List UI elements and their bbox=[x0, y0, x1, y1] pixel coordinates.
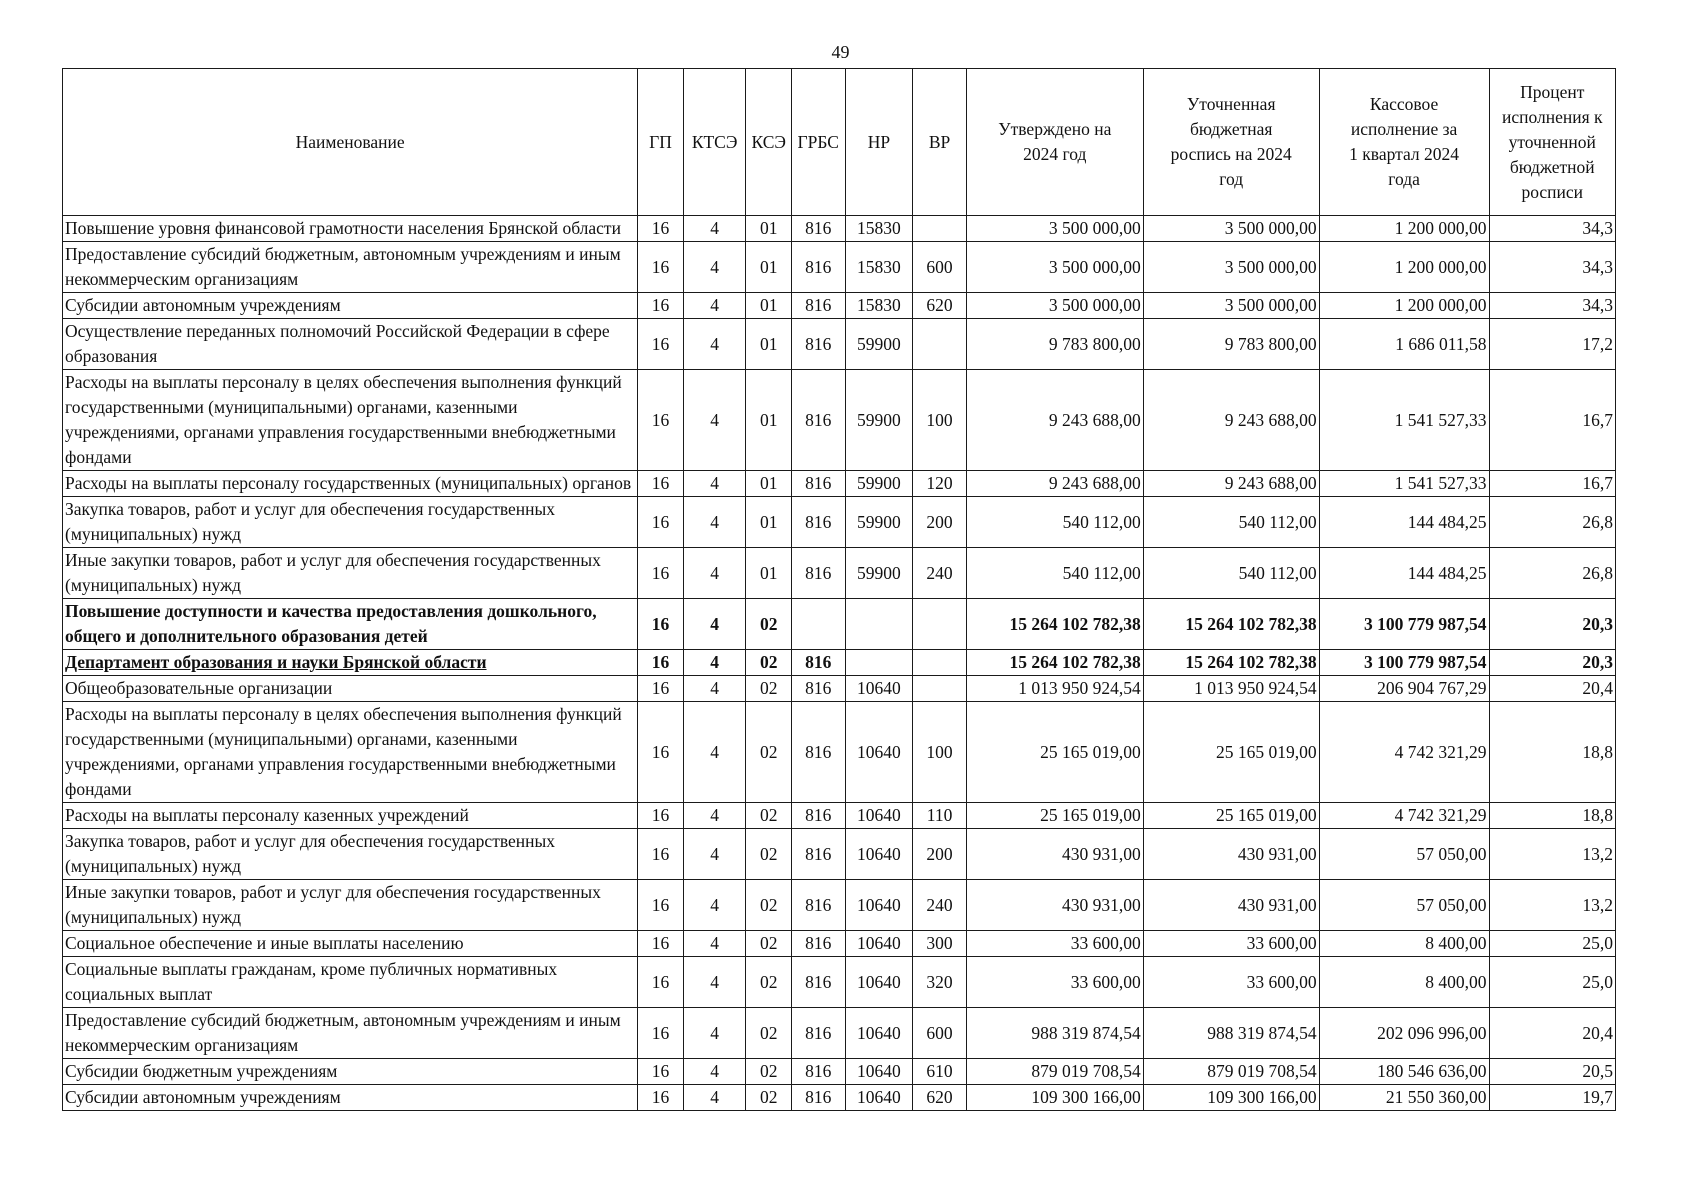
cell-refined: 540 112,00 bbox=[1143, 497, 1319, 548]
cell-vr bbox=[913, 676, 967, 702]
cell-approved: 9 243 688,00 bbox=[966, 370, 1143, 471]
cell-grbs: 816 bbox=[791, 829, 845, 880]
table-row bbox=[63, 216, 1616, 242]
header-name: Наименование bbox=[63, 69, 638, 216]
cell-refined: 3 500 000,00 bbox=[1143, 216, 1319, 242]
cell-percent: 20,4 bbox=[1489, 676, 1615, 702]
cell-name: Субсидии автономным учреждениям bbox=[63, 1085, 638, 1111]
cell-gp: 16 bbox=[638, 471, 683, 497]
cell-ktse: 4 bbox=[683, 599, 746, 650]
cell-nr: 10640 bbox=[845, 931, 913, 957]
cell-nr: 10640 bbox=[845, 829, 913, 880]
cell-kse: 02 bbox=[746, 599, 791, 650]
cell-grbs: 816 bbox=[791, 676, 845, 702]
cell-kse: 01 bbox=[746, 370, 791, 471]
cell-approved: 1 013 950 924,54 bbox=[966, 676, 1143, 702]
cell-kse: 02 bbox=[746, 650, 791, 676]
cell-refined: 25 165 019,00 bbox=[1143, 803, 1319, 829]
cell-kse: 02 bbox=[746, 829, 791, 880]
cell-percent: 20,3 bbox=[1489, 599, 1615, 650]
cell-percent: 20,4 bbox=[1489, 1008, 1615, 1059]
cell-vr: 100 bbox=[913, 702, 967, 803]
cell-name: Повышение доступности и качества предоставления дошкольного, общего и дополнительного образования детей bbox=[63, 599, 638, 650]
cell-name: Закупка товаров, работ и услуг для обеспечения государственных (муниципальных) нужд bbox=[63, 497, 638, 548]
cell-nr: 59900 bbox=[845, 471, 913, 497]
cell-name: Социальные выплаты гражданам, кроме публичных нормативных социальных выплат bbox=[63, 957, 638, 1008]
cell-grbs: 816 bbox=[791, 702, 845, 803]
cell-name: Иные закупки товаров, работ и услуг для обеспечения государственных (муниципальных) нужд bbox=[63, 880, 638, 931]
cell-name: Субсидии автономным учреждениям bbox=[63, 293, 638, 319]
table-row bbox=[63, 471, 1616, 497]
cell-approved: 3 500 000,00 bbox=[966, 216, 1143, 242]
header-grbs: ГРБС bbox=[791, 69, 845, 216]
cell-cash: 57 050,00 bbox=[1319, 829, 1489, 880]
cell-nr: 10640 bbox=[845, 1085, 913, 1111]
cell-cash: 3 100 779 987,54 bbox=[1319, 599, 1489, 650]
cell-vr: 610 bbox=[913, 1059, 967, 1085]
cell-grbs: 816 bbox=[791, 957, 845, 1008]
cell-vr: 200 bbox=[913, 497, 967, 548]
cell-name: Департамент образования и науки Брянской области bbox=[63, 650, 638, 676]
cell-grbs: 816 bbox=[791, 471, 845, 497]
cell-approved: 540 112,00 bbox=[966, 497, 1143, 548]
table-row bbox=[63, 548, 1616, 599]
cell-gp: 16 bbox=[638, 803, 683, 829]
header-kse: КСЭ bbox=[746, 69, 791, 216]
table-row bbox=[63, 702, 1616, 803]
table-row bbox=[63, 676, 1616, 702]
table-row bbox=[63, 1059, 1616, 1085]
cell-cash: 1 541 527,33 bbox=[1319, 471, 1489, 497]
cell-percent: 13,2 bbox=[1489, 880, 1615, 931]
cell-name: Предоставление субсидий бюджетным, автономным учреждениям и иным некоммерческим организациям bbox=[63, 242, 638, 293]
cell-ktse: 4 bbox=[683, 650, 746, 676]
table-row bbox=[63, 957, 1616, 1008]
cell-gp: 16 bbox=[638, 548, 683, 599]
cell-percent: 16,7 bbox=[1489, 370, 1615, 471]
cell-refined: 988 319 874,54 bbox=[1143, 1008, 1319, 1059]
cell-refined: 15 264 102 782,38 bbox=[1143, 599, 1319, 650]
table-row bbox=[63, 1008, 1616, 1059]
cell-refined: 540 112,00 bbox=[1143, 548, 1319, 599]
table-row bbox=[63, 803, 1616, 829]
cell-refined: 9 783 800,00 bbox=[1143, 319, 1319, 370]
budget-table bbox=[62, 68, 1616, 1111]
cell-percent: 34,3 bbox=[1489, 242, 1615, 293]
table-row bbox=[63, 1085, 1616, 1111]
cell-refined: 1 013 950 924,54 bbox=[1143, 676, 1319, 702]
cell-gp: 16 bbox=[638, 1085, 683, 1111]
cell-vr: 300 bbox=[913, 931, 967, 957]
cell-cash: 180 546 636,00 bbox=[1319, 1059, 1489, 1085]
cell-vr bbox=[913, 319, 967, 370]
cell-grbs: 816 bbox=[791, 242, 845, 293]
cell-vr bbox=[913, 650, 967, 676]
cell-refined: 3 500 000,00 bbox=[1143, 293, 1319, 319]
cell-grbs: 816 bbox=[791, 803, 845, 829]
table-row bbox=[63, 650, 1616, 676]
cell-percent: 20,5 bbox=[1489, 1059, 1615, 1085]
cell-grbs: 816 bbox=[791, 319, 845, 370]
cell-approved: 15 264 102 782,38 bbox=[966, 599, 1143, 650]
cell-kse: 02 bbox=[746, 1085, 791, 1111]
cell-percent: 26,8 bbox=[1489, 548, 1615, 599]
cell-nr: 10640 bbox=[845, 1008, 913, 1059]
cell-ktse: 4 bbox=[683, 242, 746, 293]
cell-refined: 430 931,00 bbox=[1143, 880, 1319, 931]
cell-gp: 16 bbox=[638, 931, 683, 957]
cell-vr: 200 bbox=[913, 829, 967, 880]
table-row bbox=[63, 319, 1616, 370]
cell-refined: 25 165 019,00 bbox=[1143, 702, 1319, 803]
cell-name: Субсидии бюджетным учреждениям bbox=[63, 1059, 638, 1085]
cell-gp: 16 bbox=[638, 216, 683, 242]
cell-vr: 600 bbox=[913, 242, 967, 293]
cell-name: Общеобразовательные организации bbox=[63, 676, 638, 702]
cell-approved: 25 165 019,00 bbox=[966, 803, 1143, 829]
cell-kse: 01 bbox=[746, 471, 791, 497]
cell-ktse: 4 bbox=[683, 880, 746, 931]
cell-refined: 879 019 708,54 bbox=[1143, 1059, 1319, 1085]
cell-percent: 34,3 bbox=[1489, 216, 1615, 242]
cell-grbs: 816 bbox=[791, 497, 845, 548]
cell-ktse: 4 bbox=[683, 471, 746, 497]
cell-kse: 01 bbox=[746, 293, 791, 319]
table-row bbox=[63, 293, 1616, 319]
cell-nr: 15830 bbox=[845, 216, 913, 242]
cell-cash: 1 686 011,58 bbox=[1319, 319, 1489, 370]
table-row bbox=[63, 829, 1616, 880]
cell-cash: 1 200 000,00 bbox=[1319, 242, 1489, 293]
cell-approved: 988 319 874,54 bbox=[966, 1008, 1143, 1059]
cell-percent: 25,0 bbox=[1489, 957, 1615, 1008]
cell-percent: 19,7 bbox=[1489, 1085, 1615, 1111]
cell-refined: 9 243 688,00 bbox=[1143, 370, 1319, 471]
cell-gp: 16 bbox=[638, 497, 683, 548]
cell-nr: 59900 bbox=[845, 370, 913, 471]
cell-grbs bbox=[791, 599, 845, 650]
cell-name: Повышение уровня финансовой грамотности населения Брянской области bbox=[63, 216, 638, 242]
header-refined: Уточненная бюджетная роспись на 2024 год bbox=[1143, 69, 1319, 216]
cell-percent: 26,8 bbox=[1489, 497, 1615, 548]
cell-gp: 16 bbox=[638, 650, 683, 676]
cell-nr: 10640 bbox=[845, 957, 913, 1008]
cell-nr bbox=[845, 650, 913, 676]
cell-approved: 33 600,00 bbox=[966, 931, 1143, 957]
cell-grbs: 816 bbox=[791, 1085, 845, 1111]
cell-nr: 10640 bbox=[845, 803, 913, 829]
cell-ktse: 4 bbox=[683, 1059, 746, 1085]
cell-gp: 16 bbox=[638, 370, 683, 471]
cell-grbs: 816 bbox=[791, 293, 845, 319]
cell-grbs: 816 bbox=[791, 650, 845, 676]
cell-approved: 879 019 708,54 bbox=[966, 1059, 1143, 1085]
cell-vr: 240 bbox=[913, 548, 967, 599]
cell-cash: 202 096 996,00 bbox=[1319, 1008, 1489, 1059]
cell-approved: 430 931,00 bbox=[966, 829, 1143, 880]
cell-nr: 10640 bbox=[845, 1059, 913, 1085]
cell-gp: 16 bbox=[638, 702, 683, 803]
cell-grbs: 816 bbox=[791, 931, 845, 957]
header-cash: Кассовое исполнение за 1 квартал 2024 года bbox=[1319, 69, 1489, 216]
cell-kse: 01 bbox=[746, 216, 791, 242]
header-ktse: КТСЭ bbox=[683, 69, 746, 216]
cell-vr: 600 bbox=[913, 1008, 967, 1059]
table-row bbox=[63, 599, 1616, 650]
cell-name: Расходы на выплаты персоналу в целях обеспечения выполнения функций государственными (муниципальными) органами, казенными учреждениями, органами управления государственными внебюджетными фондами bbox=[63, 702, 638, 803]
cell-cash: 1 200 000,00 bbox=[1319, 216, 1489, 242]
cell-gp: 16 bbox=[638, 599, 683, 650]
table-row bbox=[63, 880, 1616, 931]
cell-vr bbox=[913, 599, 967, 650]
table-header-row bbox=[63, 69, 1616, 216]
cell-ktse: 4 bbox=[683, 216, 746, 242]
cell-approved: 3 500 000,00 bbox=[966, 293, 1143, 319]
cell-vr: 620 bbox=[913, 293, 967, 319]
header-approved: Утверждено на 2024 год bbox=[966, 69, 1143, 216]
table-row bbox=[63, 242, 1616, 293]
cell-kse: 02 bbox=[746, 957, 791, 1008]
cell-cash: 3 100 779 987,54 bbox=[1319, 650, 1489, 676]
cell-ktse: 4 bbox=[683, 1085, 746, 1111]
cell-gp: 16 bbox=[638, 829, 683, 880]
cell-cash: 21 550 360,00 bbox=[1319, 1085, 1489, 1111]
cell-grbs: 816 bbox=[791, 1059, 845, 1085]
cell-cash: 8 400,00 bbox=[1319, 931, 1489, 957]
cell-kse: 02 bbox=[746, 702, 791, 803]
cell-gp: 16 bbox=[638, 1059, 683, 1085]
cell-cash: 1 200 000,00 bbox=[1319, 293, 1489, 319]
cell-ktse: 4 bbox=[683, 829, 746, 880]
cell-gp: 16 bbox=[638, 242, 683, 293]
cell-kse: 02 bbox=[746, 803, 791, 829]
cell-refined: 15 264 102 782,38 bbox=[1143, 650, 1319, 676]
cell-gp: 16 bbox=[638, 293, 683, 319]
cell-ktse: 4 bbox=[683, 803, 746, 829]
cell-ktse: 4 bbox=[683, 370, 746, 471]
cell-kse: 02 bbox=[746, 676, 791, 702]
cell-name: Расходы на выплаты персоналу казенных учреждений bbox=[63, 803, 638, 829]
cell-ktse: 4 bbox=[683, 548, 746, 599]
cell-percent: 18,8 bbox=[1489, 702, 1615, 803]
cell-percent: 25,0 bbox=[1489, 931, 1615, 957]
cell-percent: 17,2 bbox=[1489, 319, 1615, 370]
cell-gp: 16 bbox=[638, 880, 683, 931]
cell-vr: 320 bbox=[913, 957, 967, 1008]
cell-vr: 120 bbox=[913, 471, 967, 497]
cell-gp: 16 bbox=[638, 319, 683, 370]
cell-approved: 109 300 166,00 bbox=[966, 1085, 1143, 1111]
cell-refined: 33 600,00 bbox=[1143, 957, 1319, 1008]
cell-kse: 02 bbox=[746, 1059, 791, 1085]
cell-kse: 01 bbox=[746, 319, 791, 370]
cell-approved: 3 500 000,00 bbox=[966, 242, 1143, 293]
cell-approved: 15 264 102 782,38 bbox=[966, 650, 1143, 676]
cell-grbs: 816 bbox=[791, 880, 845, 931]
cell-percent: 18,8 bbox=[1489, 803, 1615, 829]
cell-refined: 9 243 688,00 bbox=[1143, 471, 1319, 497]
cell-ktse: 4 bbox=[683, 957, 746, 1008]
cell-cash: 206 904 767,29 bbox=[1319, 676, 1489, 702]
table-row bbox=[63, 497, 1616, 548]
cell-name: Расходы на выплаты персоналу в целях обеспечения выполнения функций государственными (муниципальными) органами, казенными учреждениями, органами управления государственными внебюджетными фондами bbox=[63, 370, 638, 471]
cell-ktse: 4 bbox=[683, 497, 746, 548]
table-body bbox=[63, 216, 1616, 1111]
cell-nr: 15830 bbox=[845, 242, 913, 293]
cell-percent: 13,2 bbox=[1489, 829, 1615, 880]
cell-cash: 4 742 321,29 bbox=[1319, 702, 1489, 803]
cell-approved: 9 243 688,00 bbox=[966, 471, 1143, 497]
cell-ktse: 4 bbox=[683, 931, 746, 957]
page-number: 49 bbox=[831, 42, 850, 62]
cell-cash: 144 484,25 bbox=[1319, 497, 1489, 548]
cell-vr: 100 bbox=[913, 370, 967, 471]
cell-gp: 16 bbox=[638, 957, 683, 1008]
cell-ktse: 4 bbox=[683, 293, 746, 319]
cell-vr: 240 bbox=[913, 880, 967, 931]
cell-percent: 20,3 bbox=[1489, 650, 1615, 676]
cell-nr: 59900 bbox=[845, 497, 913, 548]
cell-refined: 109 300 166,00 bbox=[1143, 1085, 1319, 1111]
cell-cash: 144 484,25 bbox=[1319, 548, 1489, 599]
cell-name: Иные закупки товаров, работ и услуг для обеспечения государственных (муниципальных) нужд bbox=[63, 548, 638, 599]
cell-vr bbox=[913, 216, 967, 242]
cell-grbs: 816 bbox=[791, 370, 845, 471]
table-row bbox=[63, 370, 1616, 471]
cell-ktse: 4 bbox=[683, 319, 746, 370]
cell-kse: 01 bbox=[746, 548, 791, 599]
cell-cash: 8 400,00 bbox=[1319, 957, 1489, 1008]
cell-percent: 16,7 bbox=[1489, 471, 1615, 497]
cell-approved: 9 783 800,00 bbox=[966, 319, 1143, 370]
cell-ktse: 4 bbox=[683, 676, 746, 702]
cell-kse: 01 bbox=[746, 242, 791, 293]
cell-nr: 10640 bbox=[845, 880, 913, 931]
cell-gp: 16 bbox=[638, 676, 683, 702]
cell-name: Социальное обеспечение и иные выплаты населению bbox=[63, 931, 638, 957]
cell-kse: 02 bbox=[746, 1008, 791, 1059]
header-nr: НР bbox=[845, 69, 913, 216]
cell-approved: 430 931,00 bbox=[966, 880, 1143, 931]
cell-name: Осуществление переданных полномочий Российской Федерации в сфере образования bbox=[63, 319, 638, 370]
cell-refined: 3 500 000,00 bbox=[1143, 242, 1319, 293]
cell-grbs: 816 bbox=[791, 216, 845, 242]
cell-kse: 02 bbox=[746, 880, 791, 931]
cell-approved: 540 112,00 bbox=[966, 548, 1143, 599]
cell-vr: 620 bbox=[913, 1085, 967, 1111]
header-gp: ГП bbox=[638, 69, 683, 216]
header-vr: ВР bbox=[913, 69, 967, 216]
cell-kse: 01 bbox=[746, 497, 791, 548]
cell-refined: 430 931,00 bbox=[1143, 829, 1319, 880]
cell-nr: 10640 bbox=[845, 702, 913, 803]
cell-nr: 10640 bbox=[845, 676, 913, 702]
cell-percent: 34,3 bbox=[1489, 293, 1615, 319]
cell-name: Закупка товаров, работ и услуг для обеспечения государственных (муниципальных) нужд bbox=[63, 829, 638, 880]
cell-gp: 16 bbox=[638, 1008, 683, 1059]
cell-cash: 4 742 321,29 bbox=[1319, 803, 1489, 829]
cell-nr: 59900 bbox=[845, 548, 913, 599]
cell-name: Расходы на выплаты персоналу государственных (муниципальных) органов bbox=[63, 471, 638, 497]
cell-name: Предоставление субсидий бюджетным, автономным учреждениям и иным некоммерческим организациям bbox=[63, 1008, 638, 1059]
cell-cash: 1 541 527,33 bbox=[1319, 370, 1489, 471]
cell-ktse: 4 bbox=[683, 702, 746, 803]
cell-refined: 33 600,00 bbox=[1143, 931, 1319, 957]
cell-approved: 33 600,00 bbox=[966, 957, 1143, 1008]
cell-nr bbox=[845, 599, 913, 650]
cell-ktse: 4 bbox=[683, 1008, 746, 1059]
cell-grbs: 816 bbox=[791, 548, 845, 599]
cell-kse: 02 bbox=[746, 931, 791, 957]
cell-approved: 25 165 019,00 bbox=[966, 702, 1143, 803]
header-percent: Процент исполнения к уточненной бюджетной росписи bbox=[1489, 69, 1615, 216]
cell-grbs: 816 bbox=[791, 1008, 845, 1059]
cell-cash: 57 050,00 bbox=[1319, 880, 1489, 931]
cell-nr: 15830 bbox=[845, 293, 913, 319]
cell-vr: 110 bbox=[913, 803, 967, 829]
cell-nr: 59900 bbox=[845, 319, 913, 370]
table-row bbox=[63, 931, 1616, 957]
